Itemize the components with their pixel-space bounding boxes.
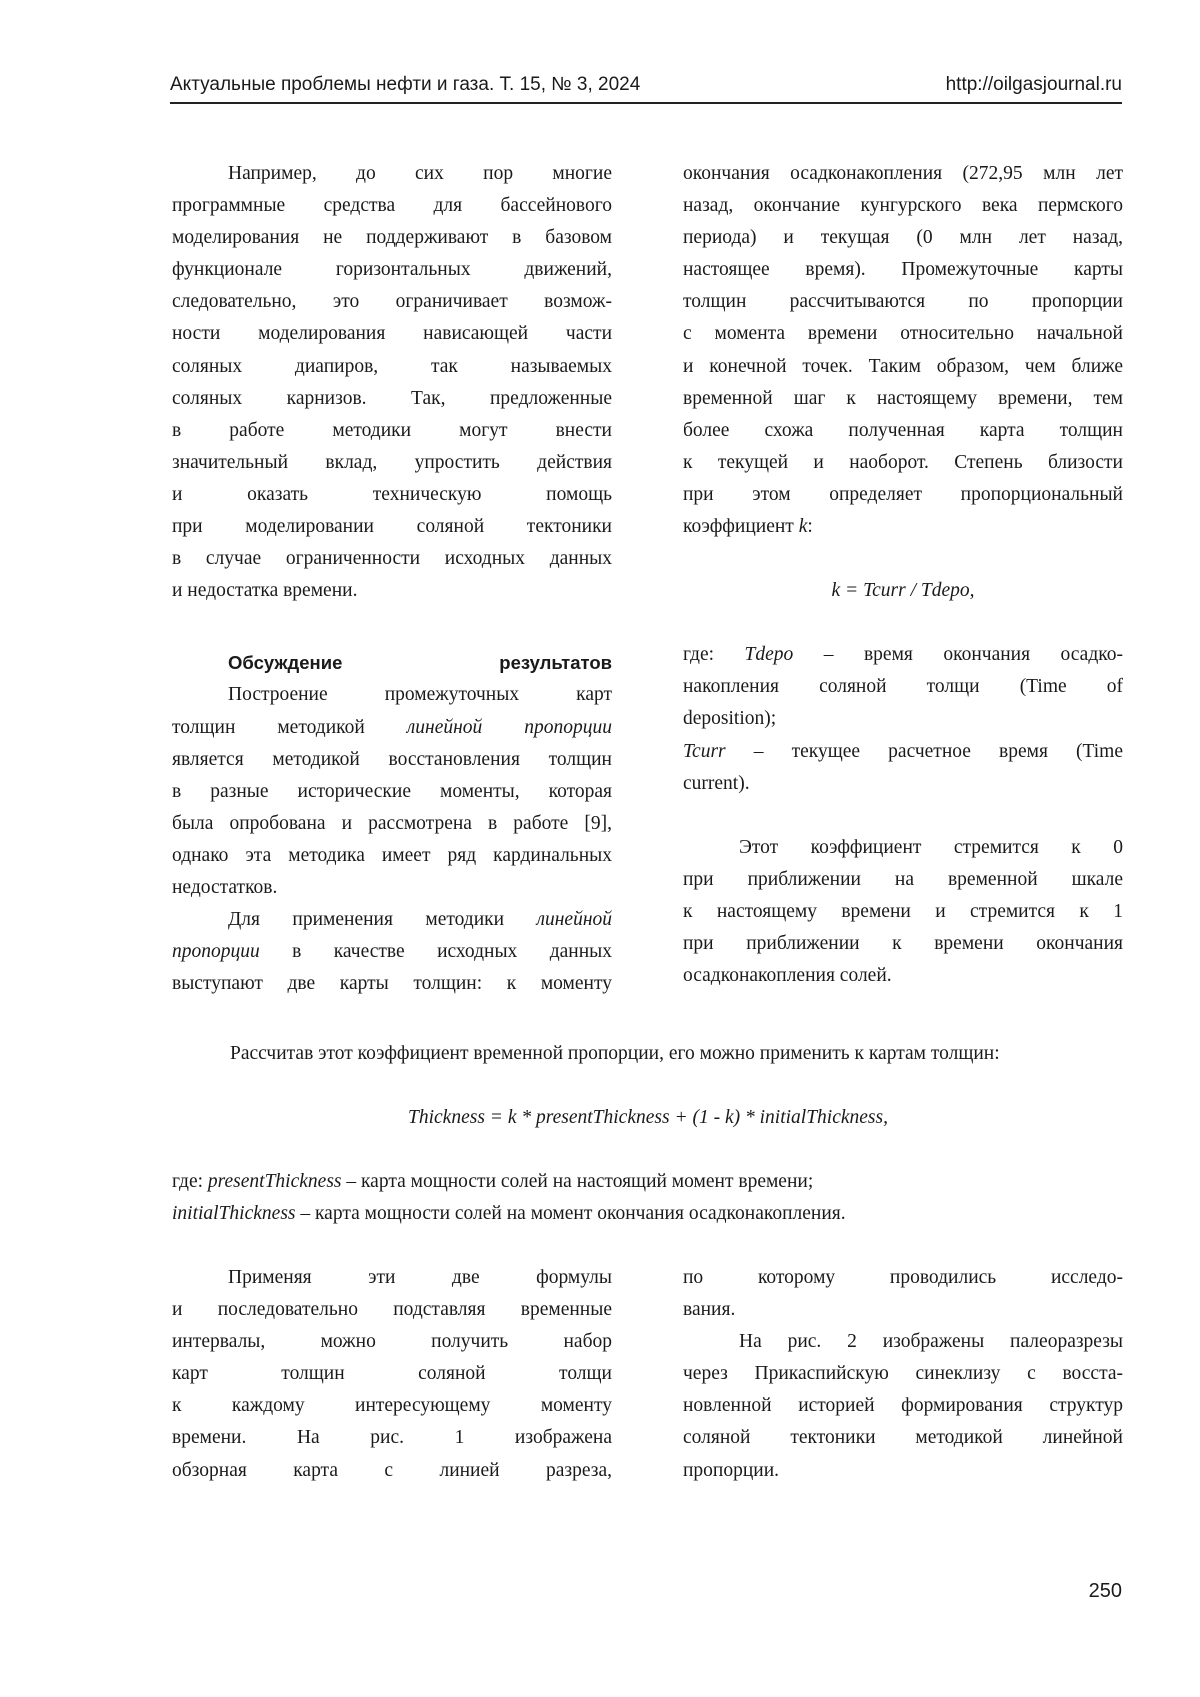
definition-line: initialThickness – карта мощности солей на момент окончания осадконакопления. [172,1203,846,1225]
page-number: 250 [1088,1580,1122,1602]
text-line: моделирования не поддерживают в базовом [172,227,612,249]
text-line: соляной тектоники методикой линейной [683,1427,1123,1449]
text-line: и конечной точек. Таким образом, чем ближе [683,355,1123,377]
text-line: при приближении к времени окончания [683,933,1123,955]
text-line: назад, окончание кунгурского века пермского [683,195,1123,217]
text-line: толщин рассчитываются по пропорции [683,291,1123,313]
text-line: через Прикаспийскую синеклизу с восста- [683,1363,1123,1385]
text-line: Этот коэффициент стремится к 0 [739,836,1123,858]
text-line: карт толщин соляной толщи [172,1363,612,1385]
text-line: Tcurr – текущее расчетное время (Time [683,740,1123,762]
text-line: соляных карнизов. Так, предложенные [172,387,612,409]
text-line: программные средства для бассейнового [172,195,612,217]
text-line: соляных диапиров, так называемых [172,355,612,377]
text-line: Применяя эти две формулы [228,1267,612,1288]
text-line: следовательно, это ограничивает возмож- [172,291,612,313]
text-line: интервалы, можно получить набор [172,1331,612,1353]
left-column-upper [172,158,612,1000]
formula-thickness: Thickness = k * presentThickness + (1 - k) * initialThickness, [408,1107,888,1129]
text-line: недостатков. [172,876,278,898]
definition-line: где: presentThickness – карта мощности солей на настоящий момент времени; [172,1171,814,1193]
text-line: периода) и текущая (0 млн лет назад, [683,227,1123,249]
text-line: времени. На рис. 1 изображена [172,1427,612,1449]
journal-title: Актуальные проблемы нефти и газа. Т. 15, № 3, 2024 [170,74,641,95]
text-line: Например, до сих пор многие [228,163,612,184]
journal-url: http://oilgasjournal.ru [945,74,1122,95]
text-line: накопления соляной толщи (Time of [683,676,1123,698]
text-line: к текущей и наоборот. Степень близости [683,451,1123,473]
text-line: при приближении на временной шкале [683,868,1123,890]
text-line: и оказать техническую помощь [172,483,612,505]
section-heading: Обсуждение результатов [228,652,612,674]
text-line: ности моделирования нависающей части [172,323,612,345]
text-line: и недостатка времени. [172,580,358,602]
text-line: deposition); [683,708,777,730]
text-line: выступают две карты толщин: к моменту [172,973,612,995]
text-line: пропорции в качестве исходных данных [172,941,612,963]
text-line: в случае ограниченности исходных данных [172,548,612,570]
text-line: новленной историей формирования структур [683,1395,1123,1417]
full-width-block [172,1038,1124,1230]
text-line: current). [683,772,750,794]
text-line: по которому проводились исследо- [683,1267,1123,1288]
text-line: является методикой восстановления толщин [172,748,612,770]
text-line: и последовательно подставляя временные [172,1299,612,1321]
text-line: более схожа полученная карта толщин [683,419,1123,441]
text-line: настоящее время). Промежуточные карты [683,259,1123,281]
text-line: к каждому интересующему моменту [172,1395,612,1417]
text-line: при этом определяет пропорциональный [683,483,1123,505]
text-line: толщин методикой линейной пропорции [172,716,612,738]
text-line: обзорная карта с линией разреза, [172,1459,612,1481]
text-line: пропорции. [683,1459,780,1481]
text-line: функционале горизонтальных движений, [172,259,612,281]
text-line: временной шаг к настоящему времени, тем [683,387,1123,409]
text-line: при моделировании соляной тектоники [172,516,612,538]
right-column-upper [683,158,1123,992]
running-header [170,72,1122,104]
text-line: Построение промежуточных карт [228,684,612,706]
formula-k: k = Tcurr / Tdepo, [831,580,975,602]
text-line: На рис. 2 изображены палеоразрезы [739,1331,1123,1353]
text-line: где: Tdepo – время окончания осадко- [683,644,1123,666]
text-line: была опробована и рассмотрена в работе [9], [172,812,612,834]
text-line: в работе методики могут внести [172,419,612,441]
text-line: с момента времени относительно начальной [683,323,1123,345]
text-line: осадконакопления солей. [683,965,892,987]
text-line: Для применения методики линейной [228,909,612,931]
text-line: коэффициент k: [683,516,813,538]
text-line: значительный вклад, упростить действия [172,451,612,473]
left-column-lower [172,1262,612,1487]
text-line: вания. [683,1299,736,1321]
text-line: окончания осадконакопления (272,95 млн лет [683,163,1123,184]
text-line: однако эта методика имеет ряд кардинальных [172,844,612,866]
text-line: в разные исторические моменты, которая [172,780,612,802]
right-column-lower [683,1262,1123,1487]
intro-text: Рассчитав этот коэффициент временной пропорции, его можно применить к картам толщин: [230,1043,1000,1064]
text-line: к настоящему времени и стремится к 1 [683,900,1123,922]
